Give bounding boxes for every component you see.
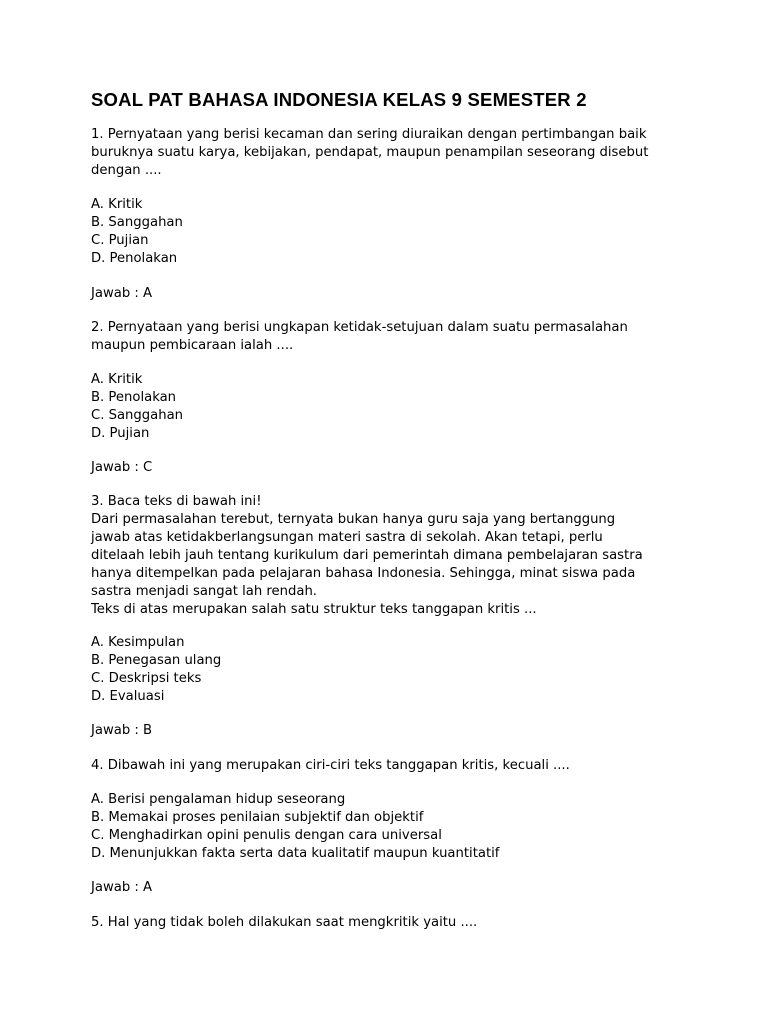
document-title: SOAL PAT BAHASA INDONESIA KELAS 9 SEMESTER 2 [91, 89, 587, 110]
question-3-stem-line-2: Dari permasalahan terebut, ternyata bukan hanya guru saja yang bertanggung [91, 512, 616, 527]
question-2-option-c: C. Sanggahan [91, 408, 184, 423]
question-3-option-b: B. Penegasan ulang [91, 653, 222, 668]
question-4-option-b: B. Memakai proses penilaian subjektif dan objektif [91, 810, 424, 825]
question-4-stem-line-1: 4. Dibawah ini yang merupakan ciri-ciri teks tanggapan kritis, kecuali .... [91, 758, 570, 773]
question-3-stem-line-4: ditelaah lebih jauh tentang kurikulum dari pemerintah dimana pembelajaran sastra [91, 548, 643, 563]
question-1-stem-line-3: dengan .... [91, 163, 162, 178]
question-3-stem-line-3: jawab atas ketidakberlangsungan materi sastra di sekolah. Akan tetapi, perlu [91, 530, 603, 545]
question-3-option-d: D. Evaluasi [91, 689, 165, 704]
question-3-stem-line-6: sastra menjadi sangat lah rendah. [91, 584, 318, 599]
question-4-option-c: C. Menghadirkan opini penulis dengan cara universal [91, 828, 442, 843]
question-3-stem-line-1: 3. Baca teks di bawah ini! [91, 494, 262, 509]
question-1-answer: Jawab : A [91, 286, 153, 301]
question-2-option-a: A. Kritik [91, 372, 143, 387]
question-2-answer: Jawab : C [91, 460, 153, 475]
question-1-stem-line-1: 1. Pernyataan yang berisi kecaman dan sering diuraikan dengan pertimbangan baik [91, 127, 647, 142]
question-3-option-a: A. Kesimpulan [91, 635, 185, 650]
question-4-option-a: A. Berisi pengalaman hidup seseorang [91, 792, 346, 807]
question-3-stem-line-5: hanya ditempelkan pada pelajaran bahasa Indonesia. Sehingga, minat siswa pada [91, 566, 636, 581]
question-3-stem-line-7: Teks di atas merupakan salah satu struktur teks tanggapan kritis ... [91, 602, 537, 617]
question-3-answer: Jawab : B [91, 723, 153, 738]
question-1-option-c: C. Pujian [91, 233, 149, 248]
question-2-option-d: D. Pujian [91, 426, 150, 441]
question-1-option-b: B. Sanggahan [91, 215, 183, 230]
question-2-option-b: B. Penolakan [91, 390, 177, 405]
question-3-option-c: C. Deskripsi teks [91, 671, 202, 686]
question-2-stem-line-1: 2. Pernyataan yang berisi ungkapan ketidak-setujuan dalam suatu permasalahan [91, 320, 628, 335]
question-4-option-d: D. Menunjukkan fakta serta data kualitatif maupun kuantitatif [91, 846, 500, 861]
question-5-stem-line-1: 5. Hal yang tidak boleh dilakukan saat mengkritik yaitu .... [91, 915, 478, 930]
question-4-answer: Jawab : A [91, 880, 153, 895]
question-1-option-d: D. Penolakan [91, 251, 178, 266]
question-2-stem-line-2: maupun pembicaraan ialah .... [91, 338, 294, 353]
question-1-stem-line-2: buruknya suatu karya, kebijakan, pendapat, maupun penampilan seseorang disebut [91, 145, 649, 160]
question-1-option-a: A. Kritik [91, 197, 143, 212]
